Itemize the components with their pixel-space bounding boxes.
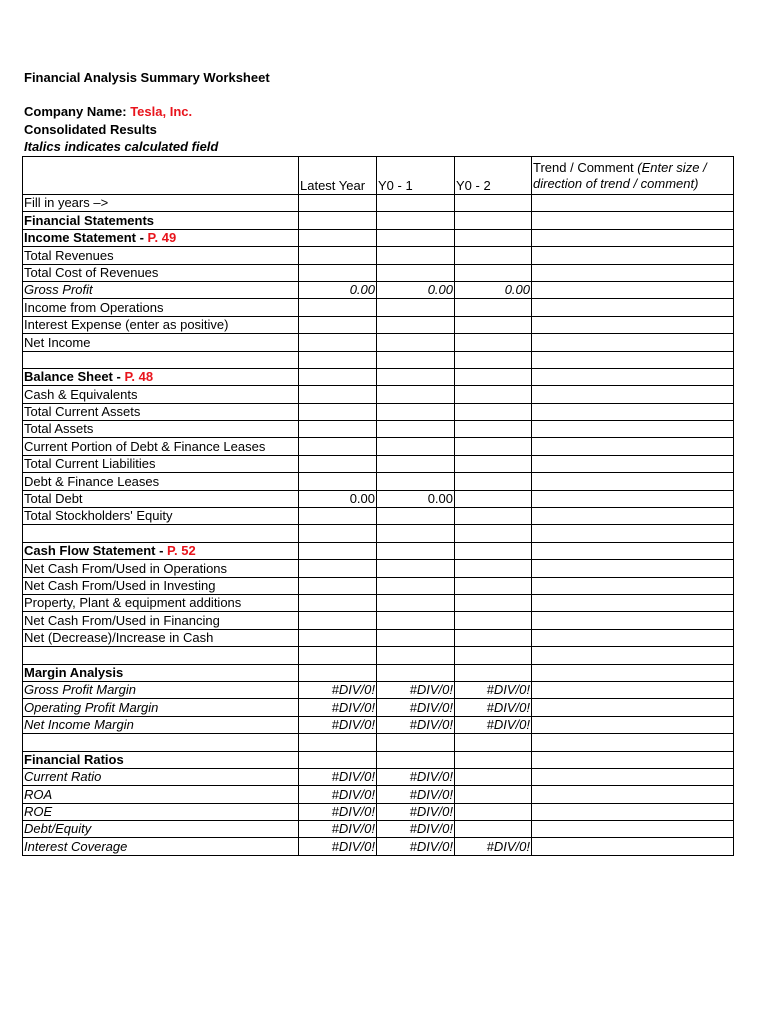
comment-cell[interactable] bbox=[532, 699, 734, 716]
row-label[interactable]: Cash & Equivalents bbox=[23, 386, 299, 403]
row-label[interactable]: Current Ratio bbox=[23, 768, 299, 785]
y0-2-value[interactable] bbox=[455, 316, 532, 333]
table-row bbox=[23, 612, 734, 629]
income-page-ref: P. 49 bbox=[147, 230, 177, 246]
y0-1-value[interactable]: #DIV/0! bbox=[377, 768, 455, 785]
empty-cell[interactable] bbox=[455, 212, 532, 229]
empty-cell[interactable] bbox=[532, 212, 734, 229]
y0-2-value[interactable]: #DIV/0! bbox=[455, 699, 532, 716]
cashflow-title-label: Cash Flow Statement - bbox=[24, 543, 168, 559]
comment-cell[interactable] bbox=[532, 577, 734, 594]
latest-year-value[interactable] bbox=[299, 438, 377, 455]
latest-year-value[interactable]: #DIV/0! bbox=[299, 681, 377, 698]
cashflow-section-title[interactable] bbox=[23, 542, 299, 559]
latest-year-value[interactable]: #DIV/0! bbox=[299, 768, 377, 785]
fill-years-row bbox=[23, 195, 734, 212]
worksheet-title: Financial Analysis Summary Worksheet bbox=[24, 70, 270, 85]
comment-cell[interactable] bbox=[532, 386, 734, 403]
empty-cell[interactable] bbox=[455, 351, 532, 368]
empty-cell[interactable] bbox=[299, 229, 377, 246]
col-latest-year[interactable]: Latest Year bbox=[299, 157, 377, 195]
comment-cell[interactable] bbox=[532, 438, 734, 455]
latest-year-value[interactable]: #DIV/0! bbox=[299, 838, 377, 855]
italics-note: Italics indicates calculated field bbox=[24, 139, 219, 154]
comment-cell[interactable] bbox=[532, 629, 734, 646]
spacer-row bbox=[23, 734, 734, 751]
comment-cell[interactable] bbox=[532, 316, 734, 333]
comment-cell[interactable] bbox=[532, 508, 734, 525]
comment-cell[interactable] bbox=[532, 281, 734, 298]
y0-2-value[interactable] bbox=[455, 508, 532, 525]
comment-cell[interactable] bbox=[532, 838, 734, 855]
row-label[interactable]: ROE bbox=[23, 803, 299, 820]
latest-year-value[interactable] bbox=[299, 264, 377, 281]
row-label[interactable]: Net Cash From/Used in Operations bbox=[23, 560, 299, 577]
section-header-row bbox=[23, 229, 734, 246]
income-section-title[interactable] bbox=[23, 229, 299, 246]
y0-1-value[interactable] bbox=[377, 508, 455, 525]
comment-header-italic: (Enter size / direction of trend / comment) bbox=[533, 159, 707, 191]
empty-cell[interactable] bbox=[532, 229, 734, 246]
latest-year-value[interactable] bbox=[299, 508, 377, 525]
y0-2-value[interactable] bbox=[455, 421, 532, 438]
table-row bbox=[23, 594, 734, 611]
balance-section-title[interactable] bbox=[23, 368, 299, 385]
table-row bbox=[23, 421, 734, 438]
row-label[interactable]: Net Income Margin bbox=[23, 716, 299, 733]
empty-cell[interactable] bbox=[299, 525, 377, 542]
ratios-title-label: Financial Ratios bbox=[24, 751, 124, 767]
y0-1-value[interactable] bbox=[377, 247, 455, 264]
empty-cell[interactable] bbox=[455, 664, 532, 681]
y0-2-value[interactable] bbox=[455, 299, 532, 316]
empty-cell[interactable] bbox=[532, 525, 734, 542]
row-label[interactable]: Total Current Assets bbox=[23, 403, 299, 420]
column-header-row bbox=[23, 157, 734, 195]
col-y0-2[interactable]: Y0 - 2 bbox=[455, 157, 532, 195]
table-row bbox=[23, 403, 734, 420]
empty-cell[interactable] bbox=[377, 751, 455, 768]
header-blank-cell[interactable] bbox=[23, 157, 299, 195]
table-row bbox=[23, 455, 734, 472]
y0-2-value[interactable] bbox=[455, 438, 532, 455]
empty-cell[interactable] bbox=[23, 734, 299, 751]
summary-table bbox=[22, 156, 734, 856]
balance-title-label: Balance Sheet - bbox=[24, 369, 125, 385]
table-row bbox=[23, 334, 734, 351]
empty-cell[interactable] bbox=[377, 368, 455, 385]
table-row bbox=[23, 386, 734, 403]
row-label[interactable]: Net Cash From/Used in Financing bbox=[23, 612, 299, 629]
table-row bbox=[23, 299, 734, 316]
empty-cell[interactable] bbox=[532, 664, 734, 681]
row-label[interactable]: Operating Profit Margin bbox=[23, 699, 299, 716]
latest-year-value[interactable] bbox=[299, 247, 377, 264]
row-label[interactable]: Income from Operations bbox=[23, 299, 299, 316]
y0-1-value[interactable] bbox=[377, 421, 455, 438]
comment-cell[interactable] bbox=[532, 473, 734, 490]
comment-cell[interactable] bbox=[532, 334, 734, 351]
y0-2-value[interactable] bbox=[455, 629, 532, 646]
y0-1-value[interactable]: #DIV/0! bbox=[377, 803, 455, 820]
comment-cell[interactable] bbox=[532, 821, 734, 838]
y0-1-value[interactable] bbox=[377, 560, 455, 577]
table-row bbox=[23, 473, 734, 490]
y0-1-value[interactable]: #DIV/0! bbox=[377, 716, 455, 733]
comment-cell[interactable] bbox=[532, 264, 734, 281]
row-label[interactable]: Interest Coverage bbox=[23, 838, 299, 855]
latest-year-value[interactable]: #DIV/0! bbox=[299, 803, 377, 820]
company-label: Company Name: bbox=[24, 104, 127, 119]
empty-cell[interactable] bbox=[377, 647, 455, 664]
empty-cell[interactable] bbox=[455, 647, 532, 664]
empty-cell[interactable] bbox=[299, 368, 377, 385]
empty-cell[interactable] bbox=[377, 734, 455, 751]
table-row bbox=[23, 716, 734, 733]
latest-year-value[interactable]: #DIV/0! bbox=[299, 699, 377, 716]
empty-cell[interactable] bbox=[532, 195, 734, 212]
latest-year-value[interactable] bbox=[299, 386, 377, 403]
table-row bbox=[23, 577, 734, 594]
section-header-row bbox=[23, 542, 734, 559]
latest-year-value[interactable] bbox=[299, 299, 377, 316]
row-label[interactable]: Total Current Liabilities bbox=[23, 455, 299, 472]
comment-cell[interactable] bbox=[532, 247, 734, 264]
y0-2-value[interactable] bbox=[455, 247, 532, 264]
y0-2-value[interactable] bbox=[455, 490, 532, 507]
empty-cell[interactable] bbox=[532, 368, 734, 385]
empty-cell[interactable] bbox=[377, 664, 455, 681]
y0-2-value[interactable]: 0.00 bbox=[455, 281, 532, 298]
row-label[interactable]: Net (Decrease)/Increase in Cash bbox=[23, 629, 299, 646]
comment-cell[interactable] bbox=[532, 786, 734, 803]
latest-year-value[interactable] bbox=[299, 334, 377, 351]
empty-cell[interactable] bbox=[377, 525, 455, 542]
margin-section-title[interactable] bbox=[23, 664, 299, 681]
table-row bbox=[23, 768, 734, 785]
comment-cell[interactable] bbox=[532, 594, 734, 611]
comment-cell[interactable] bbox=[532, 455, 734, 472]
row-label[interactable]: Gross Profit bbox=[23, 281, 299, 298]
empty-cell[interactable] bbox=[455, 195, 532, 212]
y0-2-value[interactable] bbox=[455, 612, 532, 629]
empty-cell[interactable] bbox=[377, 195, 455, 212]
table-row bbox=[23, 803, 734, 820]
comment-header-plain: Trend / Comment bbox=[533, 159, 634, 175]
y0-1-value[interactable]: #DIV/0! bbox=[377, 786, 455, 803]
y0-2-value[interactable] bbox=[455, 786, 532, 803]
empty-cell[interactable] bbox=[299, 734, 377, 751]
y0-1-value[interactable]: #DIV/0! bbox=[377, 821, 455, 838]
table-row bbox=[23, 838, 734, 855]
empty-cell[interactable] bbox=[299, 664, 377, 681]
y0-1-value[interactable] bbox=[377, 316, 455, 333]
table-row bbox=[23, 821, 734, 838]
table-row bbox=[23, 629, 734, 646]
y0-1-value[interactable] bbox=[377, 577, 455, 594]
row-label[interactable]: Total Debt bbox=[23, 490, 299, 507]
spacer-row bbox=[23, 525, 734, 542]
section-header-row bbox=[23, 368, 734, 385]
latest-year-value[interactable] bbox=[299, 421, 377, 438]
y0-2-value[interactable] bbox=[455, 768, 532, 785]
latest-year-value[interactable]: 0.00 bbox=[299, 281, 377, 298]
balance-page-ref: P. 48 bbox=[124, 369, 154, 385]
row-label[interactable]: Current Portion of Debt & Finance Leases bbox=[23, 438, 299, 455]
y0-2-value[interactable] bbox=[455, 803, 532, 820]
y0-1-value[interactable] bbox=[377, 299, 455, 316]
row-label[interactable]: Debt/Equity bbox=[23, 821, 299, 838]
latest-year-value[interactable]: #DIV/0! bbox=[299, 821, 377, 838]
y0-2-value[interactable] bbox=[455, 821, 532, 838]
company-line bbox=[24, 104, 192, 120]
comment-cell[interactable] bbox=[532, 803, 734, 820]
row-label[interactable]: Total Cost of Revenues bbox=[23, 264, 299, 281]
y0-1-value[interactable] bbox=[377, 629, 455, 646]
comment-cell[interactable] bbox=[532, 612, 734, 629]
y0-1-value[interactable] bbox=[377, 594, 455, 611]
y0-2-value[interactable] bbox=[455, 334, 532, 351]
y0-2-value[interactable]: #DIV/0! bbox=[455, 681, 532, 698]
empty-cell[interactable] bbox=[299, 647, 377, 664]
table-row bbox=[23, 281, 734, 298]
y0-2-value[interactable] bbox=[455, 594, 532, 611]
table-row bbox=[23, 560, 734, 577]
y0-1-value[interactable] bbox=[377, 403, 455, 420]
row-label[interactable]: Net Cash From/Used in Investing bbox=[23, 577, 299, 594]
empty-cell[interactable] bbox=[299, 212, 377, 229]
empty-cell[interactable] bbox=[299, 751, 377, 768]
row-label[interactable]: Gross Profit Margin bbox=[23, 681, 299, 698]
empty-cell[interactable] bbox=[377, 542, 455, 559]
y0-1-value[interactable] bbox=[377, 455, 455, 472]
empty-cell[interactable] bbox=[532, 542, 734, 559]
y0-1-value[interactable] bbox=[377, 438, 455, 455]
empty-cell[interactable] bbox=[455, 368, 532, 385]
latest-year-value[interactable]: #DIV/0! bbox=[299, 716, 377, 733]
section-header-row bbox=[23, 212, 734, 229]
y0-2-value[interactable]: #DIV/0! bbox=[455, 716, 532, 733]
row-label[interactable]: Interest Expense (enter as positive) bbox=[23, 316, 299, 333]
table-row bbox=[23, 508, 734, 525]
empty-cell[interactable] bbox=[299, 542, 377, 559]
table-row bbox=[23, 264, 734, 281]
latest-year-value[interactable] bbox=[299, 594, 377, 611]
latest-year-value[interactable] bbox=[299, 560, 377, 577]
row-label[interactable]: Debt & Finance Leases bbox=[23, 473, 299, 490]
latest-year-value[interactable]: 0.00 bbox=[299, 490, 377, 507]
row-label[interactable]: Property, Plant & equipment additions bbox=[23, 594, 299, 611]
comment-cell[interactable] bbox=[532, 421, 734, 438]
table-row bbox=[23, 247, 734, 264]
latest-year-value[interactable]: #DIV/0! bbox=[299, 786, 377, 803]
y0-1-value[interactable]: 0.00 bbox=[377, 281, 455, 298]
col-trend-comment[interactable] bbox=[532, 157, 734, 195]
table-row bbox=[23, 786, 734, 803]
y0-1-value[interactable] bbox=[377, 386, 455, 403]
y0-1-value[interactable] bbox=[377, 264, 455, 281]
y0-2-value[interactable] bbox=[455, 473, 532, 490]
table-row bbox=[23, 699, 734, 716]
y0-2-value[interactable]: #DIV/0! bbox=[455, 838, 532, 855]
comment-cell[interactable] bbox=[532, 560, 734, 577]
latest-year-value[interactable] bbox=[299, 455, 377, 472]
empty-cell[interactable] bbox=[532, 734, 734, 751]
latest-year-value[interactable] bbox=[299, 629, 377, 646]
empty-cell[interactable] bbox=[23, 525, 299, 542]
comment-cell[interactable] bbox=[532, 768, 734, 785]
latest-year-value[interactable] bbox=[299, 316, 377, 333]
table-row bbox=[23, 681, 734, 698]
ratios-section-title[interactable] bbox=[23, 751, 299, 768]
y0-2-value[interactable] bbox=[455, 264, 532, 281]
empty-cell[interactable] bbox=[299, 351, 377, 368]
empty-cell[interactable] bbox=[377, 229, 455, 246]
latest-year-value[interactable] bbox=[299, 403, 377, 420]
empty-cell[interactable] bbox=[455, 525, 532, 542]
y0-1-value[interactable] bbox=[377, 334, 455, 351]
comment-cell[interactable] bbox=[532, 299, 734, 316]
table-row bbox=[23, 438, 734, 455]
row-label[interactable]: ROA bbox=[23, 786, 299, 803]
row-label[interactable]: Total Revenues bbox=[23, 247, 299, 264]
empty-cell[interactable] bbox=[299, 195, 377, 212]
y0-1-value[interactable] bbox=[377, 473, 455, 490]
spacer-row bbox=[23, 351, 734, 368]
margin-title-label: Margin Analysis bbox=[24, 664, 124, 680]
empty-cell[interactable] bbox=[23, 351, 299, 368]
y0-2-value[interactable] bbox=[455, 403, 532, 420]
subtitle: Consolidated Results bbox=[24, 122, 157, 137]
comment-cell[interactable] bbox=[532, 681, 734, 698]
latest-year-value[interactable] bbox=[299, 473, 377, 490]
empty-cell[interactable] bbox=[377, 212, 455, 229]
y0-1-value[interactable]: 0.00 bbox=[377, 490, 455, 507]
empty-cell[interactable] bbox=[455, 229, 532, 246]
empty-cell[interactable] bbox=[455, 542, 532, 559]
empty-cell[interactable] bbox=[377, 351, 455, 368]
empty-cell[interactable] bbox=[455, 751, 532, 768]
y0-2-value[interactable] bbox=[455, 577, 532, 594]
empty-cell[interactable] bbox=[532, 751, 734, 768]
y0-2-value[interactable] bbox=[455, 560, 532, 577]
y0-1-value[interactable] bbox=[377, 612, 455, 629]
col-y0-1[interactable]: Y0 - 1 bbox=[377, 157, 455, 195]
row-label[interactable]: Total Assets bbox=[23, 421, 299, 438]
company-name: Tesla, Inc. bbox=[130, 104, 193, 119]
latest-year-value[interactable] bbox=[299, 577, 377, 594]
income-title-label: Income Statement - bbox=[24, 230, 148, 246]
comment-cell[interactable] bbox=[532, 716, 734, 733]
table-row bbox=[23, 316, 734, 333]
cashflow-page-ref: P. 52 bbox=[167, 543, 196, 559]
y0-1-value[interactable]: #DIV/0! bbox=[377, 699, 455, 716]
y0-1-value[interactable]: #DIV/0! bbox=[377, 681, 455, 698]
fill-years-label[interactable]: Fill in years –> bbox=[23, 195, 299, 212]
comment-cell[interactable] bbox=[532, 403, 734, 420]
section-header-row bbox=[23, 751, 734, 768]
empty-cell[interactable] bbox=[532, 647, 734, 664]
empty-cell[interactable] bbox=[23, 647, 299, 664]
section-header-row bbox=[23, 664, 734, 681]
table-row bbox=[23, 490, 734, 507]
financial-statements-title[interactable]: Financial Statements bbox=[23, 212, 299, 229]
empty-cell[interactable] bbox=[455, 734, 532, 751]
row-label[interactable]: Total Stockholders' Equity bbox=[23, 508, 299, 525]
latest-year-value[interactable] bbox=[299, 612, 377, 629]
y0-2-value[interactable] bbox=[455, 386, 532, 403]
y0-2-value[interactable] bbox=[455, 455, 532, 472]
comment-cell[interactable] bbox=[532, 490, 734, 507]
spacer-row bbox=[23, 647, 734, 664]
empty-cell[interactable] bbox=[532, 351, 734, 368]
y0-1-value[interactable]: #DIV/0! bbox=[377, 838, 455, 855]
row-label[interactable]: Net Income bbox=[23, 334, 299, 351]
